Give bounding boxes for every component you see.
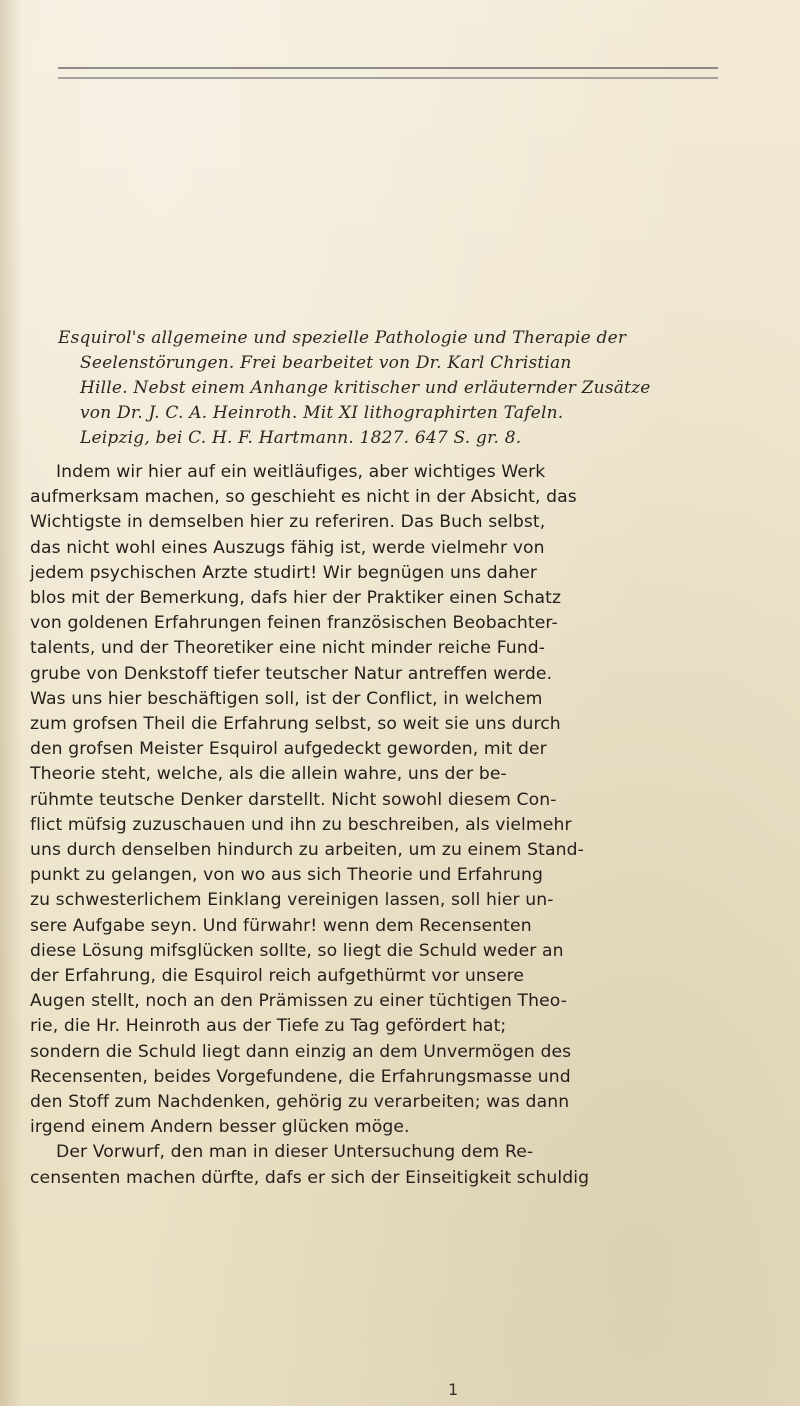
signature-mark: 1	[448, 1380, 459, 1399]
body-line: Theorie steht, welche, als die allein wahre, uns der be-	[30, 764, 507, 785]
body-line: punkt zu gelangen, von wo aus sich Theorie und Erfahrung	[30, 865, 543, 886]
bibliographic-heading	[58, 326, 748, 451]
body-line: rühmte teutsche Denker darstellt. Nicht sowohl diesem Con-	[30, 789, 557, 810]
heading-line: Leipzig, bei C. H. F. Hartmann. 1827. 647 S. gr. 8.	[80, 428, 522, 448]
body-line: Indem wir hier auf ein weitläufiges, aber wichtiges Werk	[56, 462, 546, 482]
body-line: sere Aufgabe seyn. Und fürwahr! wenn dem Recensenten	[30, 915, 532, 936]
body-line: blos mit der Bemerkung, dafs hier der Praktiker einen Schatz	[30, 588, 562, 609]
body-line: irgend einem Andern besser glücken möge.	[30, 1117, 410, 1138]
page-edge-shadow	[0, 0, 22, 1406]
body-line: zu schwesterlichem Einklang vereinigen lassen, soll hier un-	[30, 890, 554, 911]
body-line: sondern die Schuld liegt dann einzig an dem Unvermögen des	[30, 1041, 572, 1062]
review-body	[30, 460, 750, 1191]
decorative-top-rule	[58, 67, 718, 79]
body-line: den grofsen Meister Esquirol aufgedeckt geworden, mit der	[30, 739, 547, 760]
body-line: censenten machen dürfte, dafs er sich der Einseitigkeit schuldig	[30, 1167, 590, 1188]
body-line: jedem psychischen Arzte studirt! Wir begnügen uns daher	[30, 562, 538, 583]
body-line: den Stoff zum Nachdenken, gehörig zu verarbeiten; was dann	[30, 1092, 570, 1113]
body-line: zum grofsen Theil die Erfahrung selbst, so weit sie uns durch	[30, 714, 561, 735]
body-line: grube von Denkstoff tiefer teutscher Natur antreffen werde.	[30, 663, 553, 684]
body-line: Wichtigste in demselben hier zu referiren. Das Buch selbst,	[30, 512, 546, 533]
body-line: von goldenen Erfahrungen feinen französischen Beobachter-	[30, 613, 558, 634]
body-line: Augen stellt, noch an den Prämissen zu einer tüchtigen Theo-	[30, 991, 567, 1012]
heading-line: Hille. Nebst einem Anhange kritischer und erläuternder Zusätze	[80, 378, 651, 398]
body-line: der Erfahrung, die Esquirol reich aufgethürmt vor unsere	[30, 966, 525, 987]
body-line: Was uns hier beschäftigen soll, ist der Conflict, in welchem	[30, 688, 543, 709]
body-line: Recensenten, beides Vorgefundene, die Erfahrungsmasse und	[30, 1066, 571, 1087]
body-line: Der Vorwurf, den man in dieser Untersuchung dem Re-	[56, 1142, 534, 1163]
body-line: aufmerksam machen, so geschieht es nicht in der Absicht, das	[30, 487, 577, 508]
heading-line: von Dr. J. C. A. Heinroth. Mit XI lithographirten Tafeln.	[80, 403, 564, 423]
body-line: flict müfsig zuzuschauen und ihn zu beschreiben, als vielmehr	[30, 814, 572, 835]
body-line: uns durch denselben hindurch zu arbeiten, um zu einem Stand-	[30, 840, 584, 861]
body-line: das nicht wohl eines Auszugs fähig ist, werde vielmehr von	[30, 537, 545, 558]
heading-line: Seelenstörungen. Frei bearbeitet von Dr. Karl Christian	[80, 353, 572, 373]
body-line: diese Lösung mifsglücken sollte, so liegt die Schuld weder an	[30, 940, 564, 961]
body-line: rie, die Hr. Heinroth aus der Tiefe zu Tag gefördert hat;	[30, 1016, 507, 1037]
heading-line: Esquirol's allgemeine und spezielle Pathologie und Therapie der	[58, 328, 627, 348]
body-line: talents, und der Theoretiker eine nicht minder reiche Fund-	[30, 638, 546, 659]
